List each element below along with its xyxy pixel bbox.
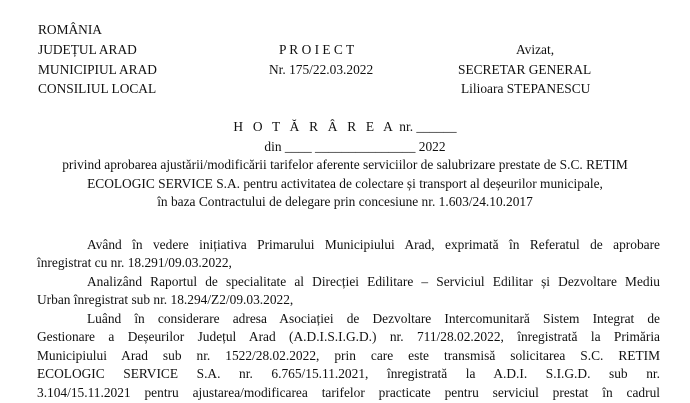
decision-title: H O T Ă R Â R E A — [233, 119, 396, 134]
decision-number: nr. ______ — [395, 119, 457, 134]
approval-role: SECRETAR GENERAL — [458, 62, 592, 77]
body-line-7: Municipiului Arad sub nr. 1522/28.02.2022, prin care este transmisă solicitarea S.C. RETIM — [37, 348, 660, 363]
header-municipality: MUNICIPIUL ARAD — [38, 62, 157, 77]
body-line-9: 3.104/15.11.2021 pentru ajustarea/modificarea tarifelor practicate pentru serviciul prestat în cadrul — [37, 385, 660, 400]
body-line-6: Gestionare a Deșeurilor Județul Arad (A.D.I.S.I.G.D.) nr. 711/28.02.2022, înregistrată la Primăria — [37, 329, 660, 344]
body-line-4: Urban înregistrat sub nr. 18.294/Z2/09.03.2022, — [37, 292, 294, 307]
header-country: ROMÂNIA — [38, 22, 102, 37]
subject-line-2: ECOLOGIC SERVICE S.A. pentru activitatea de colectare și transport al deșeurilor municipale, — [87, 176, 603, 191]
decision-date: din ____ _______________ 2022 — [264, 139, 446, 154]
body-line-1: Având în vedere inițiativa Primarului Municipiului Arad, exprimată în Referatul de aprobare — [87, 237, 660, 252]
approval-label: Avizat, — [516, 42, 555, 57]
project-label: P R O I E C T — [279, 42, 355, 57]
header-council: CONSILIUL LOCAL — [38, 81, 157, 96]
body-line-8: ECOLOGIC SERVICE S.A. nr. 6.765/15.11.2021, înregistrată la A.D.I. S.I.G.D. sub nr. — [37, 366, 660, 381]
decision-title-line — [0, 118, 690, 136]
body-line-2: înregistrat cu nr. 18.291/09.03.2022, — [37, 255, 232, 270]
approval-signatory: Lilioara STEPANESCU — [461, 81, 591, 96]
header-county: JUDEȚUL ARAD — [38, 42, 137, 57]
subject-line-1: privind aprobarea ajustării/modificării tarifelor aferente serviciilor de salubrizare prestate de S.C. RETIM — [62, 157, 628, 172]
body-line-3: Analizând Raportul de specialitate al Direcției Edilitare – Serviciul Edilitar și Dezvoltare Mediu — [87, 274, 660, 289]
project-number: Nr. 175/22.03.2022 — [269, 62, 374, 77]
subject-line-3: în baza Contractului de delegare prin concesiune nr. 1.603/24.10.2017 — [157, 194, 533, 209]
body-line-5: Luând în considerare adresa Asociației de Dezvoltare Intercomunitară Sistem Integrat de — [87, 311, 660, 326]
